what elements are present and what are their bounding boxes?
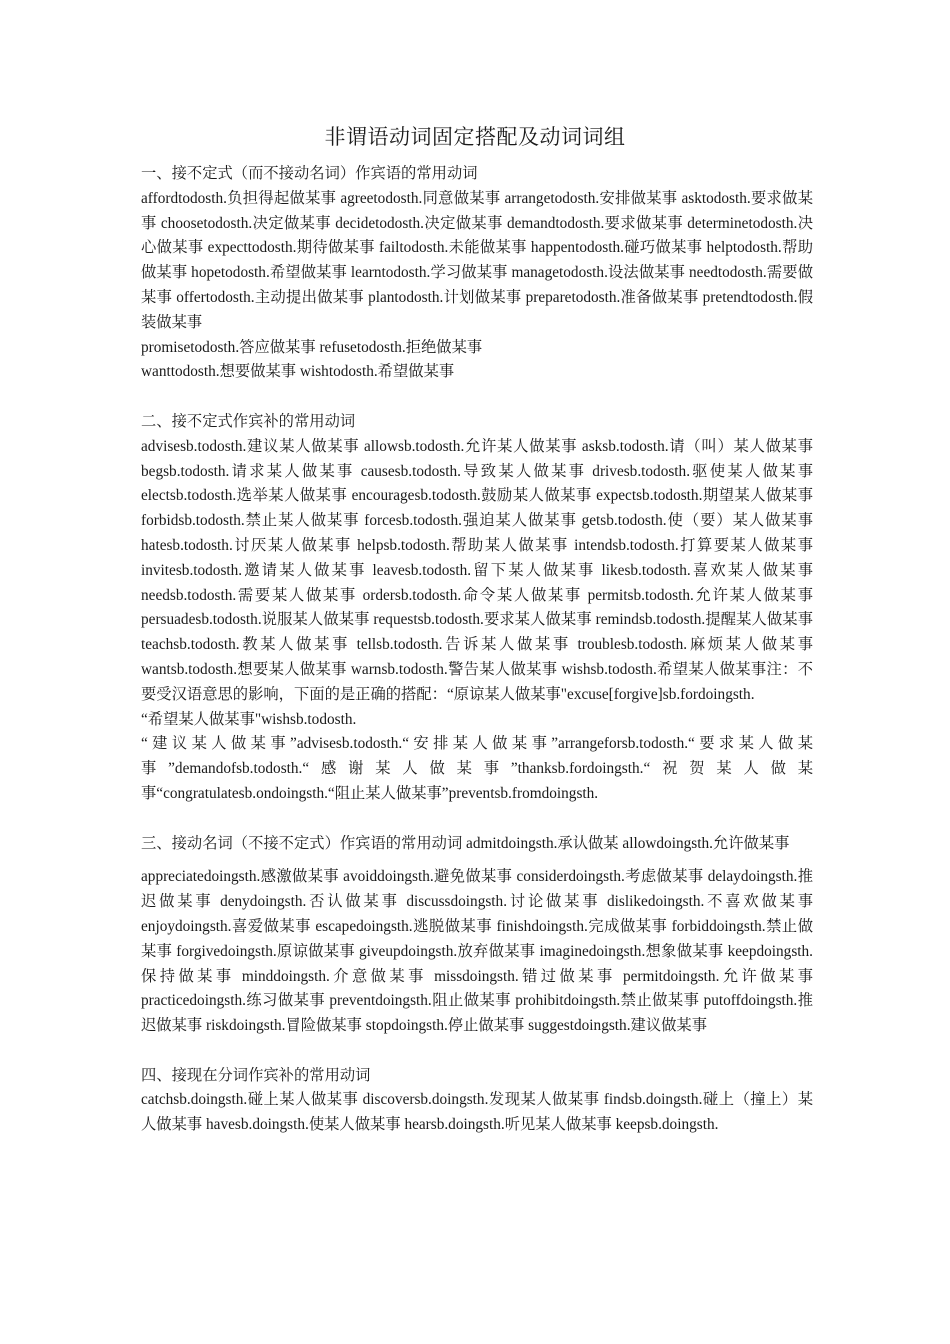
section-infinitive-complement [141, 410, 813, 807]
paragraph-gap [141, 856, 813, 865]
paragraph: advisesb.todosth.建议某人做某事 allowsb.todosth.允许某人做某事 asksb.todosth.请（叫）某人做某事 begsb.todosth.请求某人做某事 causesb.todosth.导致某人做某事 drivesb.todosth.驱使某人做某事 electsb.todosth.选举某人做某事 encouragesb.todosth.鼓励某人做某事 expectsb.todosth.期望某人做某事 forbidsb.todosth.禁止某人做某事 forcesb.todosth.强迫某人做某事 getsb.todosth.使（要）某人做某事 hatesb.todosth.讨厌某人做某事 helpsb.todosth.帮助某人做某事 intendsb.todosth.打算要某人做某事 invitesb.todosth.邀请某人做某事 leavesb.todosth.留下某人做某事 likesb.todosth.喜欢某人做某事 needsb.todosth.需要某人做某事 ordersb.todosth.命令某人做某事 permitsb.todosth.允许某人做某事 persuadesb.todosth.说服某人做某事 requestsb.todosth.要求某人做某事 remindsb.todosth.提醒某人做某事 teachsb.todosth.教某人做某事 tellsb.todosth.告诉某人做某事 troublesb.todosth.麻烦某人做某事 wantsb.todosth.想要某人做某事 warnsb.todosth.警告某人做某事 wishsb.todosth.希望某人做某事注：不要受汉语意思的影响，下面的是正确的搭配：“原谅某人做某事"excuse[forgive]sb.fordoingsth. [141, 437, 813, 703]
paragraph: “希望某人做某事"wishsb.todosth. [141, 710, 357, 728]
section-gerund-object [141, 832, 813, 1039]
section-heading: 四、接现在分词作宾补的常用动词 [141, 1066, 371, 1084]
section-heading: 三、接动名词（不接不定式）作宾语的常用动词 admitdoingsth.承认做某 allowdoingsth.允许做某事 [141, 834, 790, 852]
section-participle-complement [141, 1064, 813, 1138]
paragraph: promisetodosth.答应做某事 refusetodosth.拒绝做某事 [141, 338, 483, 356]
paragraph: affordtodosth.负担得起做某事 agreetodosth.同意做某事 arrangetodosth.安排做某事 asktodosth.要求做某事 choosetodosth.决定做某事 decidetodosth.决定做某事 demandtodosth.要求做某事 determinetodosth.决心做某事 expecttodosth.期待做某事 failtodosth.未能做某事 happentodosth.碰巧做某事 helptodosth.帮助做某事 hopetodosth.希望做某事 learntodosth.学习做某事 managetodosth.设法做某事 needtodosth.需要做某事 offertodosth.主动提出做某事 plantodosth.计划做某事 preparetodosth.准备做某事 pretendtodosth.假装做某事 [141, 189, 813, 331]
document-body [141, 162, 813, 1138]
document-title: 非谓语动词固定搭配及动词词组 [324, 125, 626, 149]
paragraph: wanttodosth.想要做某事 wishtodosth.希望做某事 [141, 363, 455, 381]
paragraph: catchsb.doingsth.碰上某人做某事 discoversb.doingsth.发现某人做某事 findsb.doingsth.碰上（撞上）某人做某事 havesb.doingsth.使某人做某事 hearsb.doingsth.听见某人做某事 keepsb.doingsth. [141, 1091, 813, 1134]
section-heading: 二、接不定式作宾补的常用动词 [141, 412, 356, 430]
section-infinitive-object [141, 162, 813, 385]
section-heading: 一、接不定式（而不接动名词）作宾语的常用动词 [141, 165, 478, 182]
paragraph: “建议某人做某事”advisesb.todosth.“安排某人做某事”arrangeforsb.todosth.“要求某人做某事”demandofsb.todosth.“感谢某人做某事”thanksb.fordoingsth.“祝贺某人做某事“congratulatesb.ondoingsth.“阻止某人做某事”preventsb.fromdoingsth. [141, 735, 813, 802]
paragraph: appreciatedoingsth.感激做某事 avoiddoingsth.避免做某事 considerdoingsth.考虑做某事 delaydoingsth.推迟做某事 denydoingsth.否认做某事 discussdoingsth.讨论做某事 dislikedoingsth.不喜欢做某事 enjoydoingsth.喜爱做某事 escapedoingsth.逃脱做某事 finishdoingsth.完成做某事 forbiddoingsth.禁止做某事 forgivedoingsth.原谅做某事 giveupdoingsth.放弃做某事 imaginedoingsth.想象做某事 keepdoingsth.保持做某事 minddoingsth.介意做某事 missdoingsth.错过做某事 permitdoingsth.允许做某事 practicedoingsth.练习做某事 preventdoingsth.阻止做某事 prohibitdoingsth.禁止做某事 putoffdoingsth.推迟做某事 riskdoingsth.冒险做某事 stopdoingsth.停止做某事 suggestdoingsth.建议做某事 [141, 868, 813, 1035]
